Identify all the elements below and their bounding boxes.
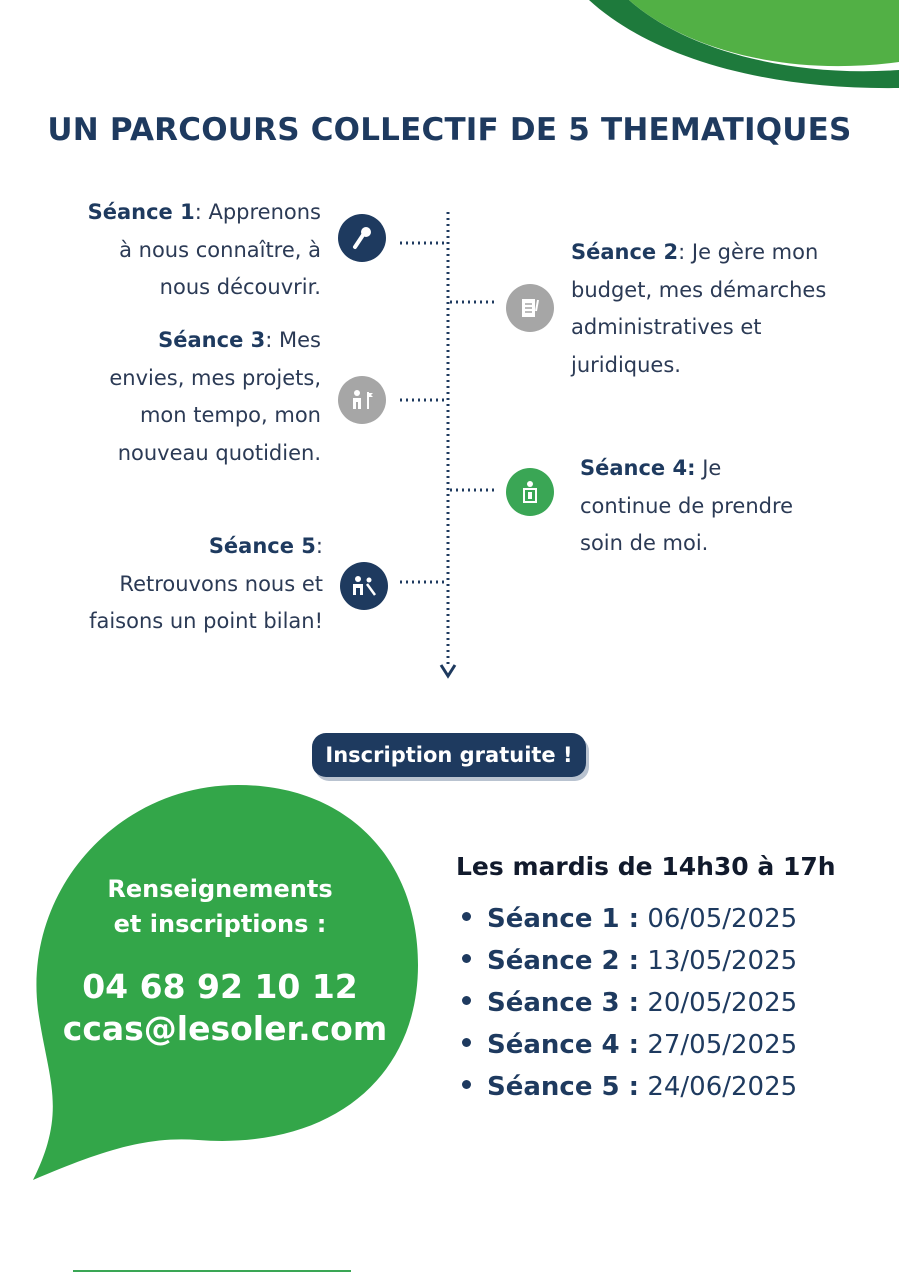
session-2-line-3: administratives et	[571, 315, 762, 339]
bullet-icon	[462, 996, 471, 1005]
bullet-icon	[462, 954, 471, 963]
date-label: Séance 5 :	[487, 1072, 640, 1102]
people-review-icon	[340, 562, 388, 610]
list-item	[462, 1066, 797, 1108]
session-2-label: Séance 2	[571, 240, 679, 264]
schedule-heading: Les mardis de 14h30 à 17h	[456, 852, 836, 881]
session-5-sep: :	[315, 534, 323, 558]
session-1-label: Séance 1	[87, 200, 195, 224]
session-5-line-3: faisons un point bilan!	[89, 609, 323, 633]
contact-label-line-2: et inscriptions :	[113, 910, 327, 938]
session-5-text	[89, 528, 323, 641]
session-4-line-3: soin de moi.	[580, 531, 709, 555]
session-4-line-1: Je	[702, 456, 722, 480]
list-item	[462, 898, 797, 940]
session-4-label: Séance 4:	[580, 456, 696, 480]
bullet-icon	[462, 1080, 471, 1089]
session-3-text	[109, 322, 321, 472]
date-value: 24/06/2025	[647, 1072, 798, 1102]
session-5-line-2: Retrouvons nous et	[119, 571, 323, 596]
list-item	[462, 982, 797, 1024]
session-1-line-1: Apprenons	[208, 200, 321, 224]
session-3-line-2: envies, mes projets,	[109, 365, 321, 390]
free-registration-button[interactable]: Inscription gratuite !	[312, 733, 586, 777]
date-value: 27/05/2025	[647, 1030, 798, 1060]
session-1-line-3: nous découvrir.	[159, 275, 321, 299]
email-address[interactable]: ccas@lesoler.com	[62, 1009, 388, 1048]
session-3-label: Séance 3	[158, 328, 266, 352]
microphone-icon	[338, 214, 386, 262]
session-3-line-1: Mes	[279, 328, 321, 352]
date-label: Séance 1 :	[487, 904, 640, 934]
page-title: UN PARCOURS COLLECTIF DE 5 THEMATIQUES	[47, 112, 852, 148]
dates-list	[462, 898, 797, 1108]
document-pen-icon	[506, 284, 554, 332]
date-value: 13/05/2025	[647, 946, 798, 976]
phone-number[interactable]: 04 68 92 10 12	[82, 967, 358, 1006]
people-signpost-icon	[338, 376, 386, 424]
session-2-line-2: budget, mes démarches	[571, 277, 827, 302]
session-2-text	[571, 234, 826, 384]
self-care-icon	[506, 468, 554, 516]
session-2-sep: :	[678, 240, 692, 264]
date-value: 20/05/2025	[647, 988, 798, 1018]
session-2-line-4: juridiques.	[571, 352, 681, 377]
session-4-line-2: continue de prendre	[580, 493, 794, 518]
session-1-sep: :	[194, 200, 209, 224]
session-1-line-2: à nous connaître, à	[119, 237, 321, 262]
list-item	[462, 1024, 797, 1066]
session-3-line-4: nouveau quotidien.	[117, 440, 321, 465]
session-3-line-3: mon tempo, mon	[139, 403, 321, 427]
date-label: Séance 3 :	[487, 988, 640, 1018]
session-1-text	[88, 194, 321, 307]
date-label: Séance 4 :	[487, 1030, 640, 1060]
contact-label-line-1: Renseignements	[107, 875, 333, 903]
bullet-icon	[462, 1038, 471, 1047]
session-3-sep: :	[265, 328, 280, 352]
date-label: Séance 2 :	[487, 946, 640, 976]
list-item	[462, 940, 797, 982]
date-value: 06/05/2025	[647, 904, 798, 934]
session-4-text	[580, 450, 793, 563]
bullet-icon	[462, 912, 471, 921]
session-2-line-1: Je gère mon	[691, 240, 819, 264]
session-5-label: Séance 5	[208, 534, 316, 558]
contact-label	[70, 872, 370, 942]
